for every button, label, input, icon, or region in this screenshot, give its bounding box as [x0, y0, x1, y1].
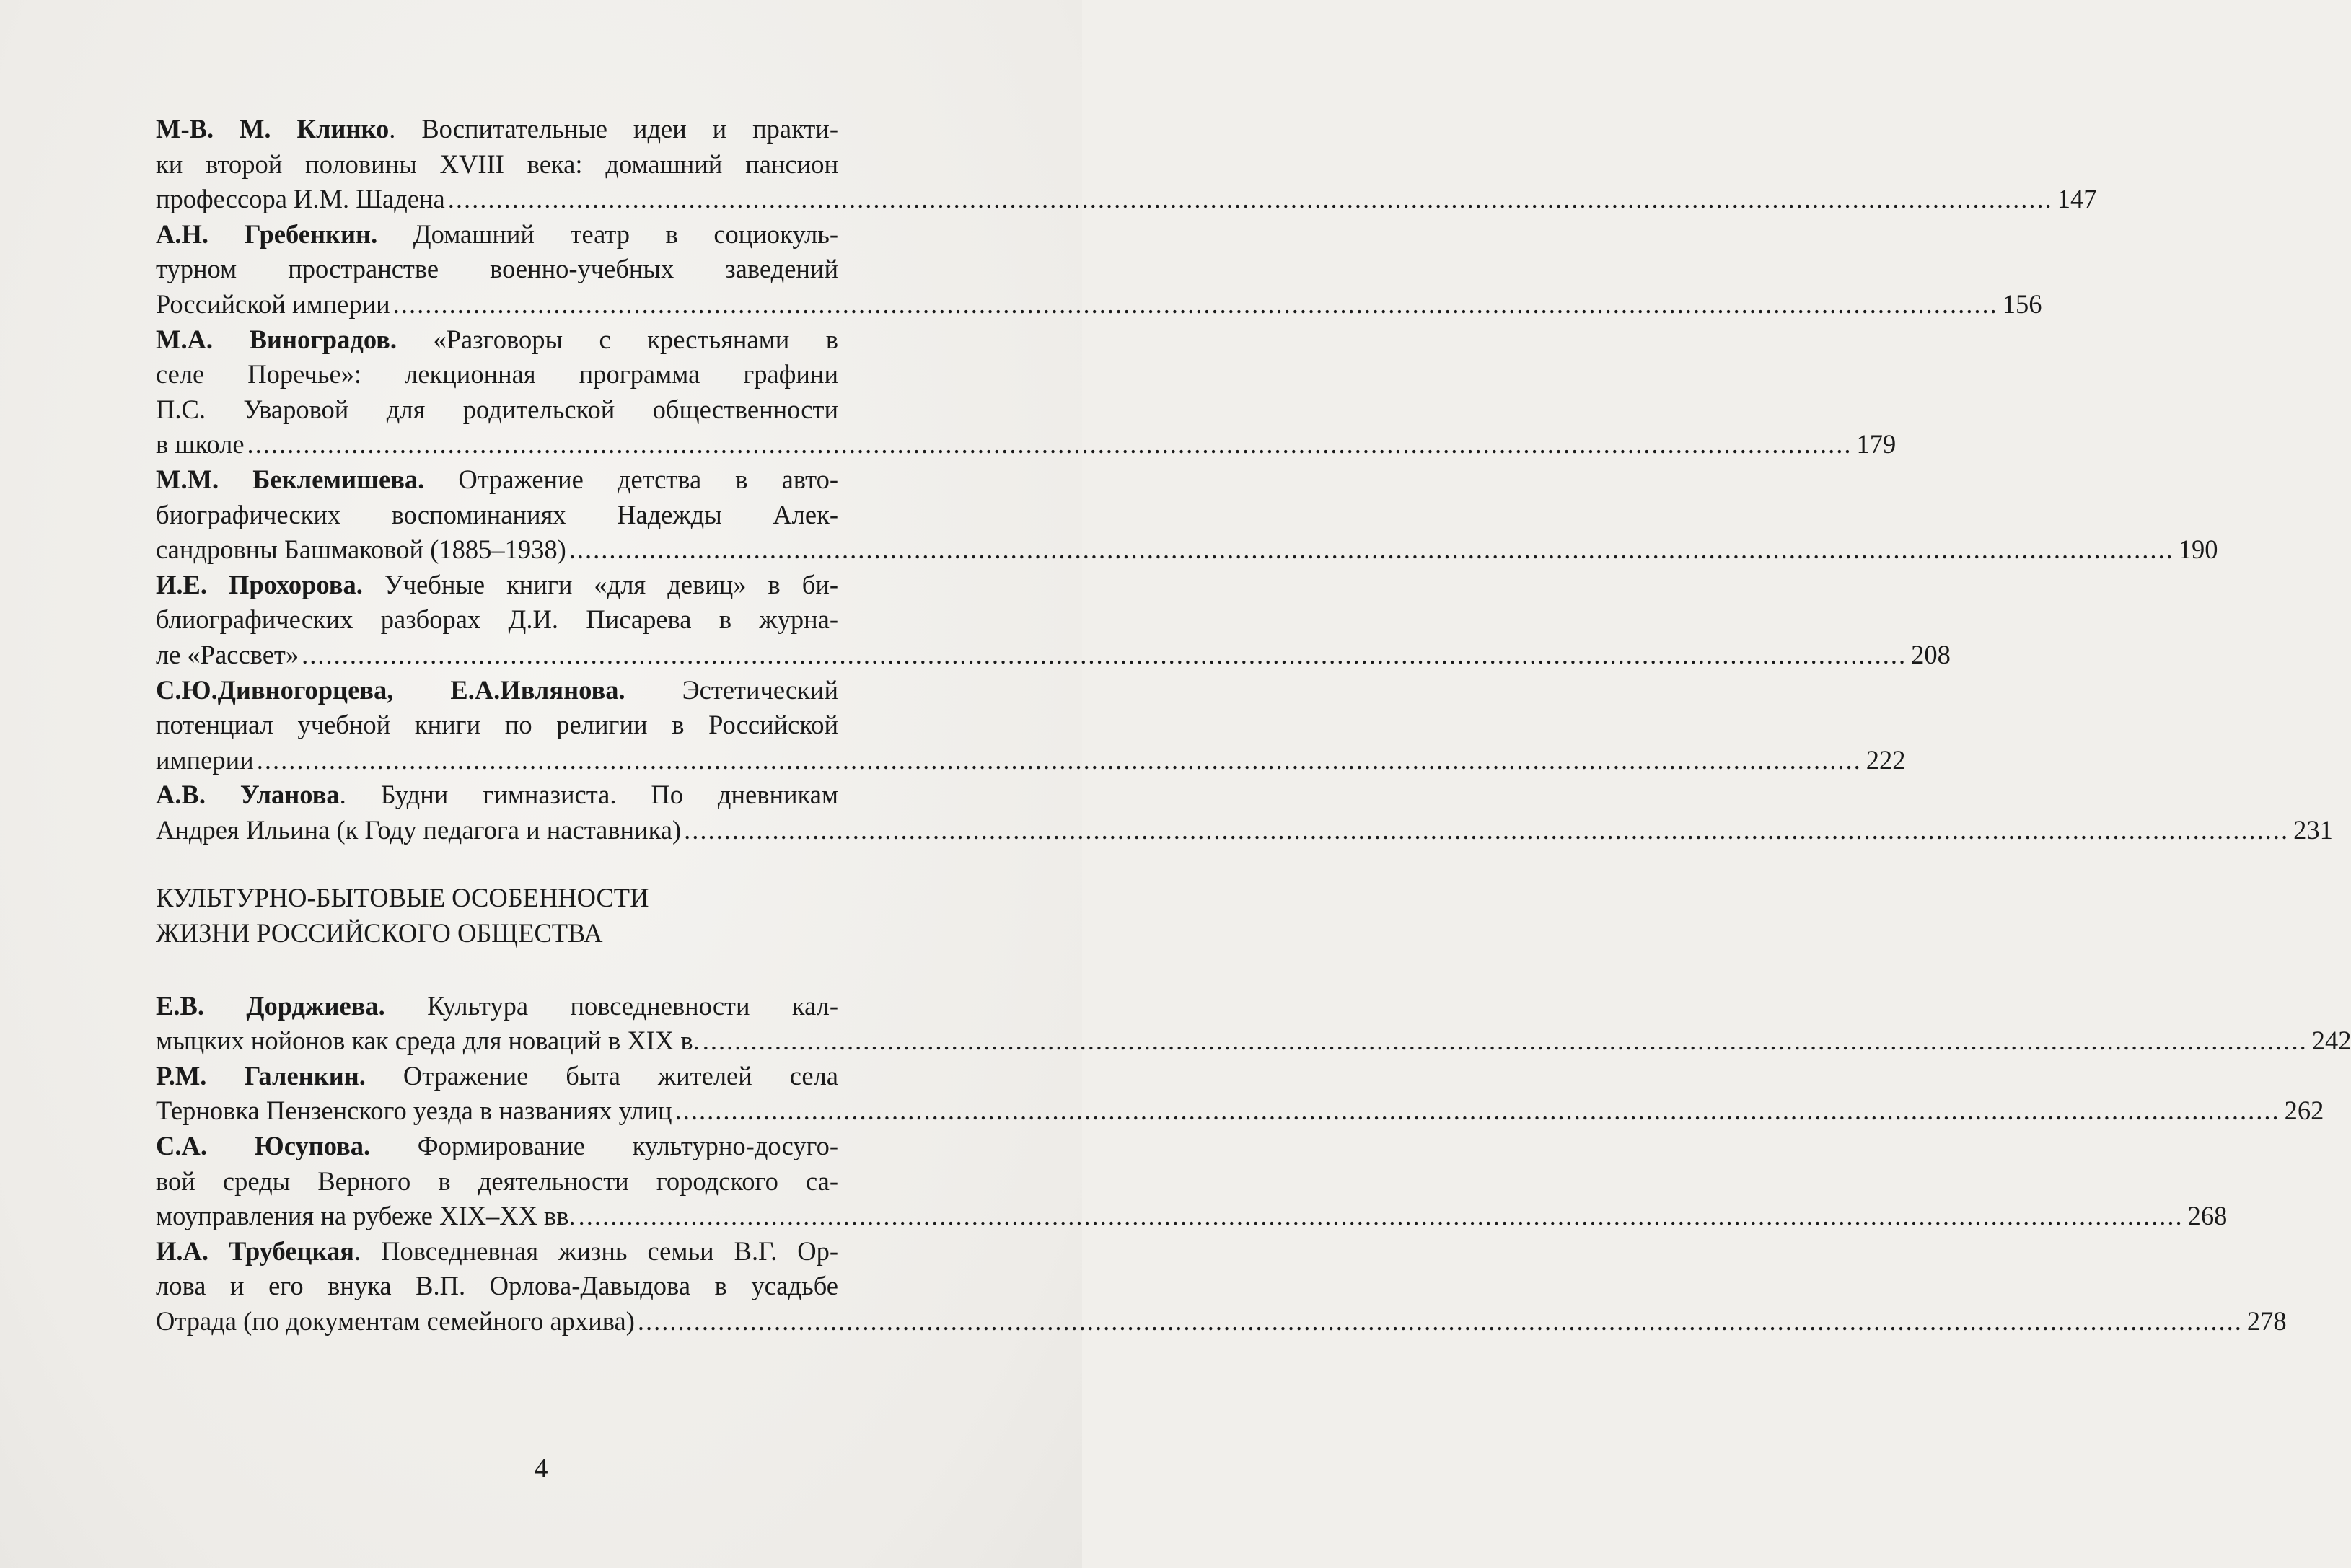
toc-line-text [156, 991, 838, 1021]
toc-line [156, 813, 2333, 848]
toc-title-text: профессора И.М. Шадена [156, 184, 445, 214]
toc-page-number: 156 [2002, 289, 2042, 319]
toc-title-text: мыцких нойонов как среда для новаций в XIX в. [156, 1026, 700, 1056]
toc-line [156, 427, 1897, 462]
toc-title-text: моуправления на рубеже XIX–XX вв. [156, 1201, 576, 1231]
toc-author: М-В. М. Клинко [156, 114, 390, 144]
section-heading-line: КУЛЬТУРНО-БЫТОВЫЕ ОСОБЕННОСТИ [156, 883, 649, 913]
toc-author: М.А. Виноградов. [156, 324, 397, 354]
toc-entry [156, 112, 2097, 217]
toc-author: А.Н. Гребенкин. [156, 219, 378, 249]
toc-line [156, 602, 838, 638]
toc-line [156, 1059, 838, 1094]
toc-line [156, 147, 838, 182]
toc-line [156, 1023, 2351, 1059]
toc-title-text: Учебные книги «для девиц» в би- [362, 569, 839, 599]
toc-line-text [156, 395, 838, 424]
toc-title-text: Отражение быта жителей села [365, 1060, 838, 1091]
toc-line [156, 357, 838, 392]
toc-line [156, 673, 838, 708]
toc-author: А.В. Уланова [156, 780, 340, 810]
toc-line-text [156, 1271, 838, 1300]
toc-line-text [156, 675, 838, 705]
toc-page-number: 190 [2178, 534, 2218, 565]
toc-title-text: . Будни гимназиста. По дневникам [339, 780, 839, 810]
toc-title-text: ки второй половины XVIII века: домашний пансион [156, 149, 838, 179]
toc-page-number: 208 [1911, 639, 1951, 669]
toc-entry [156, 673, 1906, 778]
table-of-contents [156, 112, 2351, 1339]
toc-author: М.М. Беклемишева. [156, 464, 425, 494]
toc-line-text [156, 1236, 838, 1266]
toc-line-text [156, 325, 838, 354]
toc-entries-group [156, 112, 2333, 847]
toc-line [156, 638, 1951, 673]
toc-line-text [156, 1023, 700, 1059]
toc-title-text: Отражение детства в авто- [424, 464, 839, 494]
toc-title-text: в школе [156, 429, 245, 459]
toc-line [156, 182, 2097, 217]
toc-page-number: 231 [2293, 814, 2333, 845]
toc-line-text [156, 1131, 838, 1160]
dot-leader: ........................................................................................................................................................................................................ [256, 744, 1862, 775]
toc-page-number: 262 [2284, 1096, 2324, 1126]
toc-entry [156, 989, 2351, 1059]
toc-title-text: Домашний театр в социокуль- [377, 219, 838, 249]
toc-page-number: 268 [2187, 1201, 2228, 1231]
page-number: 4 [534, 1453, 548, 1484]
toc-page-number: 278 [2246, 1306, 2287, 1336]
toc-line-text [156, 1061, 838, 1091]
toc-line [156, 1164, 838, 1199]
toc-line-text [156, 604, 838, 634]
dot-leader: ........................................................................................................................................................................................................ [302, 639, 1907, 669]
toc-author: И.А. Трубецкая [156, 1236, 355, 1266]
toc-line-text [156, 219, 838, 249]
toc-line-text [156, 114, 838, 144]
toc-entry [156, 568, 1951, 673]
dot-leader: ........................................................................................................................................................................................................ [637, 1306, 2243, 1336]
toc-author: Р.М. Галенкин. [156, 1060, 366, 1091]
toc-title-text: Отрада (по документам семейного архива) [156, 1306, 635, 1336]
toc-line-text [156, 638, 299, 673]
toc-line [156, 532, 2218, 568]
dot-leader: ........................................................................................................................................................................................................ [247, 429, 1853, 459]
toc-line-text [156, 570, 838, 599]
toc-line [156, 1093, 2324, 1129]
toc-line [156, 1129, 838, 1164]
toc-line-text [156, 464, 838, 494]
toc-title-text: лова и его внука В.П. Орлова-Давыдова в усадьбе [156, 1271, 838, 1301]
toc-line [156, 112, 838, 147]
toc-title-text: Формирование культурно-досуго- [370, 1131, 838, 1161]
toc-line [156, 287, 2042, 322]
toc-entry [156, 778, 2333, 847]
toc-title-text: Культура повседневности кал- [384, 990, 838, 1021]
toc-title-text: . Повседневная жизнь семьи В.Г. Ор- [354, 1236, 838, 1266]
toc-title-text: сандровны Башмаковой (1885–1938) [156, 534, 566, 565]
toc-author: Е.В. Дорджиева. [156, 990, 385, 1021]
toc-title-text: П.С. Уваровой для родительской общественности [156, 394, 838, 424]
toc-line [156, 1199, 2228, 1234]
toc-line-text [156, 1304, 635, 1339]
toc-line [156, 743, 1906, 778]
toc-entry [156, 217, 2042, 322]
dot-leader: ........................................................................................................................................................................................................ [568, 534, 2174, 565]
toc-entry [156, 322, 1897, 462]
toc-line-text [156, 254, 838, 283]
toc-line-text [156, 149, 838, 179]
toc-title-text: вой среды Верного в деятельности городского са- [156, 1166, 838, 1196]
section-heading-line: ЖИЗНИ РОССИЙСКОГО ОБЩЕСТВА [156, 918, 603, 948]
dot-leader: ........................................................................................................................................................................................................ [392, 289, 1998, 319]
toc-line [156, 392, 838, 428]
toc-line-text [156, 500, 838, 529]
toc-page-number: 179 [1856, 429, 1897, 459]
toc-author: С.Ю.Дивногорцева, Е.А.Ивлянова. [156, 674, 625, 705]
toc-line [156, 1304, 2287, 1339]
toc-line-text [156, 182, 445, 217]
toc-page-number: 147 [2057, 184, 2097, 214]
toc-line-text [156, 710, 838, 739]
toc-line-text [156, 1093, 672, 1129]
toc-page-number: 222 [1866, 744, 1906, 775]
toc-author: С.А. Юсупова. [156, 1131, 371, 1161]
toc-title-text: биографических воспоминаниях Надежды Алек- [156, 499, 838, 529]
toc-line [156, 252, 838, 287]
toc-title-text: блиографических разборах Д.И. Писарева в журна- [156, 604, 838, 635]
toc-line [156, 778, 838, 813]
toc-line-text [156, 813, 681, 848]
toc-line [156, 568, 838, 603]
toc-title-text: Эстетический [625, 674, 838, 705]
toc-line [156, 708, 838, 743]
toc-title-text: империи [156, 744, 254, 775]
toc-title-text: Терновка Пензенского уезда в названиях улиц [156, 1096, 672, 1126]
dot-leader: ........................................................................................................................................................................................................ [447, 184, 2053, 214]
toc-line [156, 217, 838, 252]
toc-title-text: Российской империи [156, 289, 390, 319]
toc-title-text: селе Поречье»: лекционная программа графини [156, 359, 838, 389]
toc-title-text: потенциал учебной книги по религии в Российской [156, 710, 838, 740]
toc-line [156, 989, 838, 1024]
toc-line [156, 462, 838, 498]
toc-title-text: ле «Рассвет» [156, 639, 299, 669]
toc-entry [156, 1234, 2287, 1339]
toc-title-text: турном пространстве военно-учебных заведений [156, 254, 838, 284]
toc-line [156, 1269, 838, 1304]
toc-line-text [156, 532, 566, 568]
toc-line [156, 1234, 838, 1269]
toc-line-text [156, 780, 838, 809]
toc-title-text: «Разговоры с крестьянами в [397, 324, 839, 354]
toc-title-text: Андрея Ильина (к Году педагога и наставника) [156, 814, 682, 845]
section-heading [156, 881, 838, 951]
toc-entry [156, 1059, 2324, 1129]
toc-line-text [156, 1166, 838, 1196]
toc-author: И.Е. Прохорова. [156, 569, 363, 599]
dot-leader: ........................................................................................................................................................................................................ [674, 1096, 2280, 1126]
toc-line-text [156, 287, 390, 322]
toc-line [156, 322, 838, 358]
toc-entry [156, 1129, 2228, 1234]
dot-leader: ........................................................................................................................................................................................................ [684, 814, 2290, 845]
toc-entries-group [156, 989, 2351, 1339]
toc-line-text [156, 743, 254, 778]
dot-leader: ........................................................................................................................................................................................................ [578, 1201, 2184, 1231]
toc-line-text [156, 359, 838, 389]
toc-entry [156, 462, 2218, 568]
toc-line-text [156, 427, 245, 462]
toc-page-number: 242 [2311, 1026, 2351, 1056]
toc-title-text: . Воспитательные идеи и практи- [389, 114, 838, 144]
dot-leader: ........................................................................................................................................................................................................ [702, 1026, 2308, 1056]
toc-line [156, 498, 838, 533]
toc-line-text [156, 1199, 576, 1234]
